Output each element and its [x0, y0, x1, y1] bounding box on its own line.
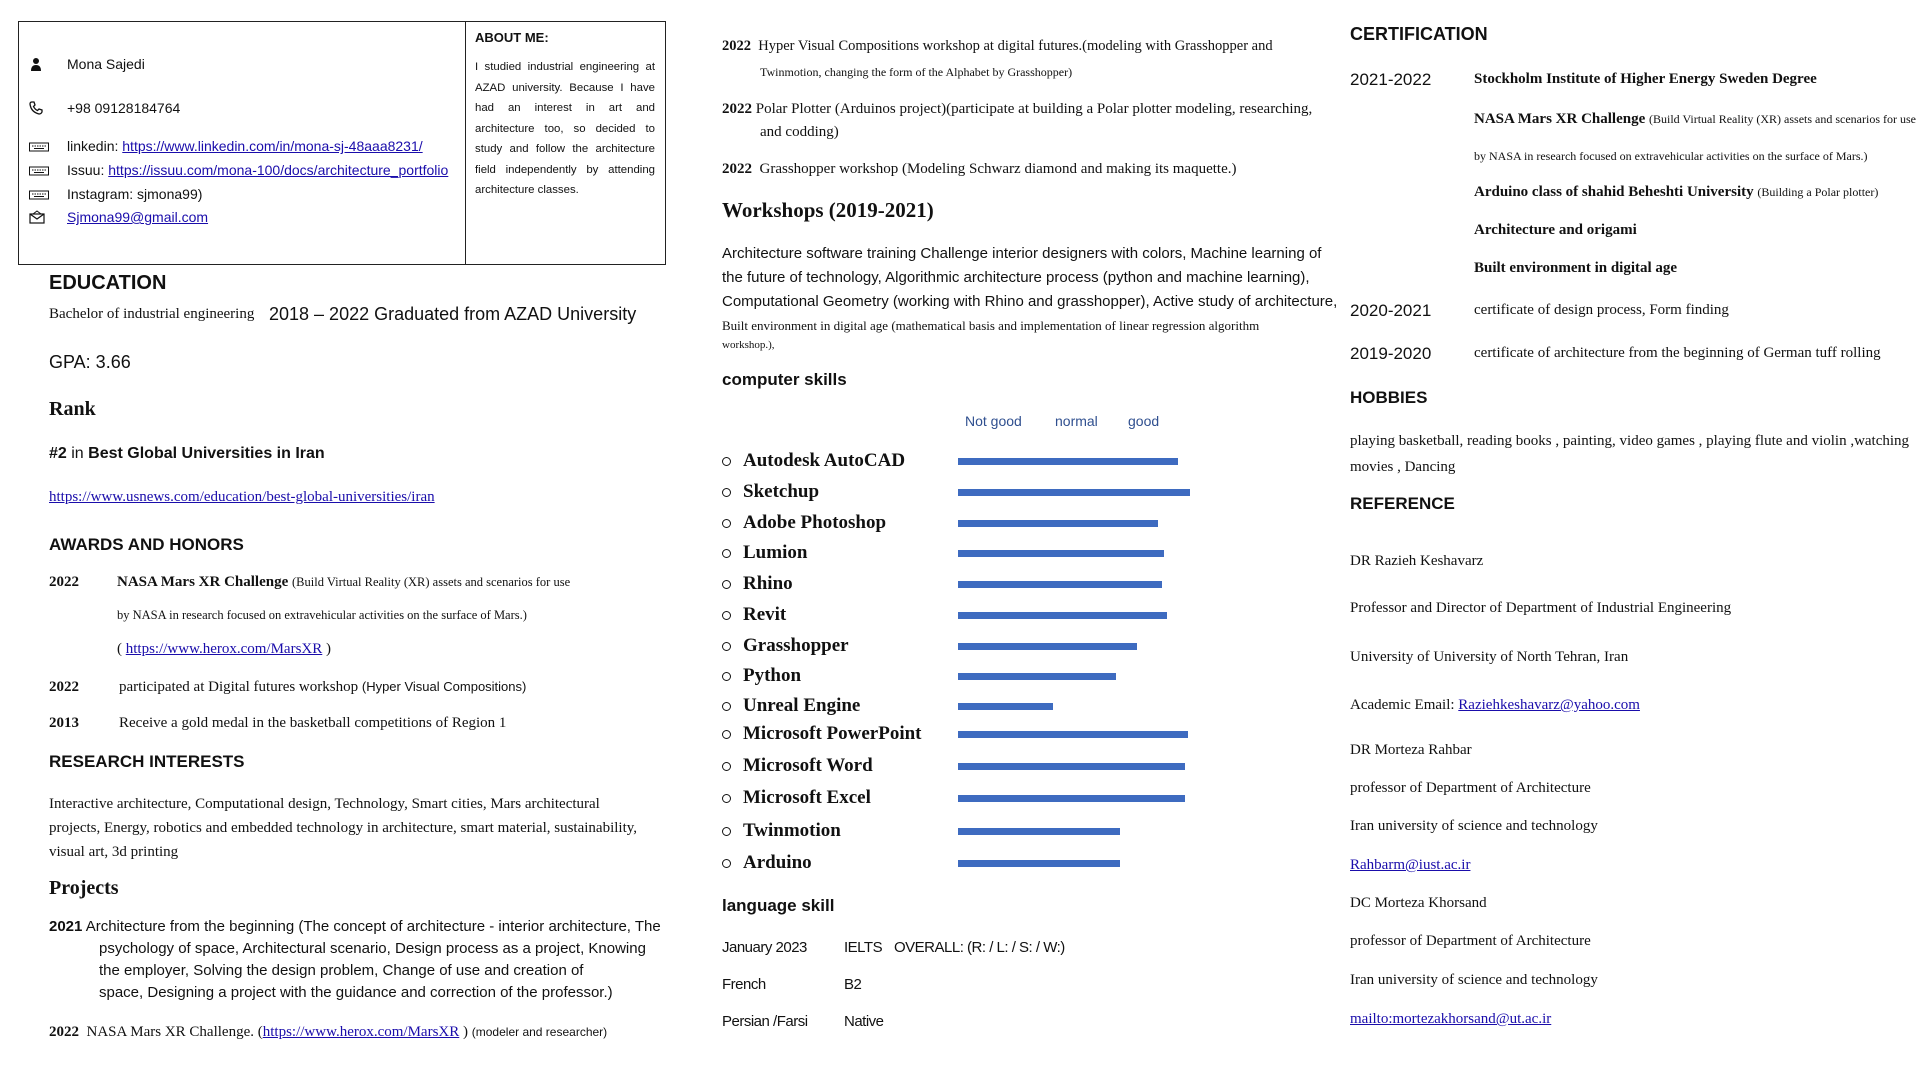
skill-name: Rhino: [743, 573, 793, 594]
award-item: [49, 715, 507, 732]
projects-title: Projects: [49, 877, 119, 899]
contact-phone-row: [29, 100, 180, 116]
skill-bar: [958, 643, 1137, 650]
cert-item: Architecture and origami: [1474, 222, 1637, 238]
workshop-year: 2022: [722, 101, 752, 117]
reference-line: [1350, 742, 1472, 759]
workshop-text: Grasshopper workshop (Modeling Schwarz diamond and making its maquette.): [759, 161, 1237, 177]
workshop-text: Hyper Visual Compositions workshop at digital futures.(modeling with Grasshopper and: [758, 38, 1273, 54]
skill-row: [722, 572, 793, 596]
contact-linkedin-row: [29, 138, 423, 154]
skill-name: Autodesk AutoCAD: [743, 450, 906, 471]
skill-name: Unreal Engine: [743, 695, 861, 716]
skill-row: [722, 754, 873, 778]
reference-text: Professor and Director of Department of Industrial Engineering: [1350, 600, 1732, 616]
workshops-title: Workshops (2019-2021): [722, 198, 934, 222]
about-body: I studied industrial engineering at AZAD university. Because I have had an interest in art and architecture too, so decided to study and follow the architecture field independently by attending architecture classes.: [475, 61, 655, 196]
award-desc: (Build Virtual Reality (XR) assets and scenarios for use: [292, 575, 571, 589]
award-link[interactable]: https://www.herox.com/MarsXR: [125, 641, 323, 657]
cert-item: [1474, 184, 1878, 201]
cert-item: Stockholm Institute of Higher Energy Sweden Degree: [1474, 71, 1817, 87]
bullet-icon: [722, 730, 731, 739]
workshops-line: Built environment in digital age (mathematical basis and implementation of linear regression algorithm: [722, 318, 1260, 333]
hobbies-title: HOBBIES: [1350, 388, 1428, 407]
skill-name: Arduino: [743, 852, 812, 873]
skill-row: [722, 449, 905, 473]
contact-phone: +98 09128184764: [67, 100, 181, 116]
reference-email-link[interactable]: Raziehkeshavarz@yahoo.com: [1458, 697, 1640, 713]
skill-bar: [958, 458, 1178, 465]
project-year: 2021: [49, 918, 83, 935]
project-line: Architecture from the beginning (The concept of architecture - interior architecture, The: [85, 918, 661, 935]
cert-year: 2019-2020: [1350, 344, 1432, 363]
linkedin-label: linkedin:: [67, 138, 119, 154]
award-text: participated at Digital futures workshop: [119, 679, 359, 695]
keyboard-icon: [29, 163, 49, 177]
skill-name: Revit: [743, 604, 787, 625]
skill-row: [722, 819, 841, 843]
skill-bar: [958, 489, 1190, 496]
award-name: NASA Mars XR Challenge: [117, 574, 289, 590]
reference-line: [1350, 1011, 1551, 1028]
skill-name: Adobe Photoshop: [743, 512, 887, 533]
reference-line: [1350, 972, 1598, 989]
scale-label-normal: normal: [1055, 413, 1098, 429]
certification-title: CERTIFICATION: [1350, 24, 1488, 44]
workshop-item: [722, 101, 1312, 118]
hobbies-body: [1350, 428, 1909, 480]
bullet-icon: [722, 549, 731, 558]
cert-year: 2021-2022: [1350, 70, 1432, 89]
reference-line: [1350, 933, 1591, 950]
skill-name: Lumion: [743, 542, 808, 563]
keyboard-icon: [29, 187, 49, 201]
workshop-text-2: Twinmotion, changing the form of the Alphabet by Grasshopper): [760, 65, 1073, 79]
skill-row: [722, 511, 886, 535]
project-link[interactable]: https://www.herox.com/MarsXR: [262, 1024, 460, 1040]
skill-row: [722, 694, 860, 718]
lang-col-a: January 2023: [722, 939, 807, 956]
skill-name: Microsoft Excel: [743, 787, 871, 808]
bullet-icon: [722, 519, 731, 528]
project-text: NASA Mars XR Challenge. (: [86, 1024, 263, 1040]
skill-bar: [958, 703, 1053, 710]
education-years: 2018 – 2022 Graduated from AZAD University: [269, 304, 637, 324]
research-line: projects, Energy, robotics and embedded technology in architecture, smart material, sustainability,: [49, 820, 638, 836]
skill-name: Twinmotion: [743, 820, 841, 841]
award-year: 2013: [49, 715, 79, 731]
research-line: visual art, 3d printing: [49, 844, 179, 860]
workshop-text: Polar Plotter (Arduinos project)(participate at building a Polar plotter modeling, researching,: [755, 101, 1313, 117]
cert-item: Built environment in digital age: [1474, 260, 1678, 276]
skill-bar: [958, 763, 1185, 770]
chart-title: computer skills: [722, 370, 847, 389]
workshop-item: [722, 38, 1273, 55]
phone-icon: [29, 101, 49, 115]
skill-bar: [958, 860, 1120, 867]
rank-title: Rank: [49, 398, 96, 420]
education-degree: Bachelor of industrial engineering: [49, 306, 255, 322]
reference-text: DR Morteza Rahbar: [1350, 742, 1472, 758]
award-desc-2: by NASA in research focused on extravehicular activities on the surface of Mars.): [117, 608, 527, 622]
bullet-icon: [722, 611, 731, 620]
contact-name-row: [29, 56, 145, 72]
bullet-icon: [722, 488, 731, 497]
education-title: EDUCATION: [49, 272, 167, 294]
instagram-handle: Instagram: sjmona99): [67, 186, 203, 202]
skill-name: Microsoft PowerPoint: [743, 723, 922, 744]
award-link-row: [117, 641, 331, 658]
skill-bar: [958, 520, 1158, 527]
reference-text: Iran university of science and technology: [1350, 818, 1598, 834]
research-line: Interactive architecture, Computational design, Technology, Smart cities, Mars architectural: [49, 796, 600, 812]
cert-item-bold: Arduino class of shahid Beheshti University: [1474, 184, 1754, 200]
skill-bar: [958, 828, 1120, 835]
reference-line: [1350, 857, 1470, 874]
skill-name: Sketchup: [743, 481, 820, 502]
paren-open: (: [117, 641, 122, 657]
reference-line: [1350, 649, 1628, 666]
reference-line: [1350, 818, 1598, 835]
lang-col-b: IELTS: [844, 939, 883, 956]
rank-link[interactable]: https://www.usnews.com/education/best-global-universities/iran: [49, 489, 435, 505]
cert-item-bold: NASA Mars XR Challenge: [1474, 111, 1646, 127]
bullet-icon: [722, 794, 731, 803]
paren-close: ): [463, 1024, 469, 1040]
workshop-year: 2022: [722, 38, 751, 54]
hobbies-line: movies , Dancing: [1350, 459, 1456, 475]
cert-item-desc: (Building a Polar plotter): [1757, 185, 1879, 199]
research-title: RESEARCH INTERESTS: [49, 752, 245, 771]
skill-bar: [958, 612, 1167, 619]
lang-col-a: Persian /Farsi: [722, 1013, 808, 1030]
lang-col-b: Native: [844, 1013, 884, 1030]
rank-text: Best Global Universities in Iran: [88, 445, 325, 462]
project-line: psychology of space, Architectural scenario, Design process as a project, Knowing: [99, 940, 646, 957]
bullet-icon: [722, 702, 731, 711]
workshop-year: 2022: [722, 161, 752, 177]
skill-row: [722, 722, 922, 746]
skill-name: Microsoft Word: [743, 755, 873, 776]
skill-row: [722, 851, 812, 875]
bullet-icon: [722, 762, 731, 771]
reference-text: DR Razieh Keshavarz: [1350, 553, 1484, 569]
workshops-line: Architecture software training Challenge interior designers with colors, Machine learning of: [722, 245, 1322, 262]
language-title: language skill: [722, 896, 835, 915]
skill-row: [722, 786, 871, 810]
skill-row: [722, 603, 786, 627]
skill-bar: [958, 550, 1164, 557]
rank-number: #2: [49, 445, 67, 462]
keyboard-icon: [29, 139, 49, 153]
reference-line: [1350, 600, 1731, 617]
reference-title: REFERENCE: [1350, 494, 1455, 513]
bullet-icon: [722, 859, 731, 868]
research-body: [49, 792, 638, 864]
cert-text: certificate of architecture from the beginning of German tuff rolling: [1474, 345, 1881, 361]
skill-row: [722, 541, 807, 565]
bullet-icon: [722, 580, 731, 589]
skill-name: Python: [743, 665, 802, 686]
award-small: (Hyper Visual Compositions): [361, 679, 527, 694]
reference-line: [1350, 895, 1487, 912]
scale-label-good: good: [1128, 413, 1160, 429]
linkedin-link[interactable]: https://www.linkedin.com/in/mona-sj-48aaa8231/: [122, 138, 423, 154]
award-item: [49, 679, 527, 696]
skill-row: [722, 664, 801, 688]
rank-line: [49, 445, 325, 463]
award-item: [49, 574, 571, 591]
project-item: [49, 916, 661, 1004]
skill-bar: [958, 673, 1116, 680]
workshops-body: [722, 242, 1338, 352]
contact-box: [18, 21, 666, 265]
reference-line: [1350, 780, 1591, 797]
bullet-icon: [722, 827, 731, 836]
reference-text: Academic Email:: [1350, 697, 1459, 713]
contact-name: Mona Sajedi: [67, 56, 145, 72]
reference-text: professor of Department of Architecture: [1350, 933, 1591, 949]
education-gpa: GPA: 3.66: [49, 352, 131, 372]
project-item: [49, 1024, 607, 1041]
cert-item-desc-2: by NASA in research focused on extravehicular activities on the surface of Mars.): [1474, 149, 1868, 163]
cert-text: certificate of design process, Form finding: [1474, 302, 1729, 318]
skill-bar: [958, 581, 1162, 588]
lang-col-b: B2: [844, 976, 862, 993]
scale-label-notgood: Not good: [965, 413, 1022, 429]
workshops-line: workshop.),: [722, 339, 775, 351]
skill-row: [722, 634, 849, 658]
award-text: Receive a gold medal in the basketball competitions of Region 1: [119, 715, 507, 731]
awards-title: AWARDS AND HONORS: [49, 535, 244, 554]
reference-email-link[interactable]: mailto:mortezakhorsand@ut.ac.ir: [1350, 1011, 1552, 1027]
skill-name: Grasshopper: [743, 635, 849, 656]
project-year: 2022: [49, 1024, 79, 1040]
hobbies-line: playing basketball, reading books , painting, video games , playing flute and violin ,watching: [1350, 433, 1910, 449]
reference-line: [1350, 697, 1640, 714]
person-icon: [29, 57, 49, 71]
skill-bar: [958, 795, 1185, 802]
project-line: space, Designing a project with the guidance and correction of the professor.): [99, 984, 613, 1001]
award-year: 2022: [49, 679, 79, 695]
contact-email-row: [29, 209, 208, 225]
mail-icon: [29, 210, 49, 224]
contact-issuu-row: [29, 162, 448, 178]
skill-bar: [958, 731, 1188, 738]
contact-info: [19, 22, 466, 264]
skill-row: [722, 480, 819, 504]
workshop-item: [722, 161, 1236, 178]
rank-in: in: [71, 445, 84, 462]
bullet-icon: [722, 457, 731, 466]
issuu-label: Issuu:: [67, 162, 105, 178]
about-title: ABOUT ME:: [475, 30, 549, 45]
workshop-text-2: and codding): [760, 124, 839, 140]
about-me: [466, 22, 665, 264]
bullet-icon: [722, 642, 731, 651]
cert-item-desc: (Build Virtual Reality (XR) assets and scenarios for use: [1649, 112, 1916, 126]
reference-text: professor of Department of Architecture: [1350, 780, 1591, 796]
cert-year: 2020-2021: [1350, 301, 1432, 320]
reference-text: DC Morteza Khorsand: [1350, 895, 1487, 911]
award-year: 2022: [49, 574, 79, 590]
lang-col-c: OVERALL: (R: / L: / S: / W:): [894, 939, 1065, 956]
project-small: (modeler and researcher): [471, 1025, 608, 1039]
reference-text: Iran university of science and technology: [1350, 972, 1598, 988]
project-line: the employer, Solving the design problem, Change of use and creation of: [99, 962, 584, 979]
email-link[interactable]: Sjmona99@gmail.com: [67, 209, 209, 225]
reference-text: University of University of North Tehran, Iran: [1350, 649, 1629, 665]
lang-col-a: French: [722, 976, 766, 993]
reference-line: [1350, 553, 1483, 570]
bullet-icon: [722, 672, 731, 681]
cert-item: [1474, 111, 1916, 128]
workshops-line: Computational Geometry (working with Rhino and grasshopper), Active study of architecture,: [722, 293, 1338, 310]
reference-email-link[interactable]: Rahbarm@iust.ac.ir: [1350, 857, 1471, 873]
issuu-link[interactable]: https://issuu.com/mona-100/docs/architecture_portfolio: [108, 162, 449, 178]
workshops-line: the future of technology, Algorithmic architecture process (python and machine learning),: [722, 269, 1310, 286]
contact-instagram-row: [29, 186, 202, 202]
paren-close: ): [326, 641, 332, 657]
